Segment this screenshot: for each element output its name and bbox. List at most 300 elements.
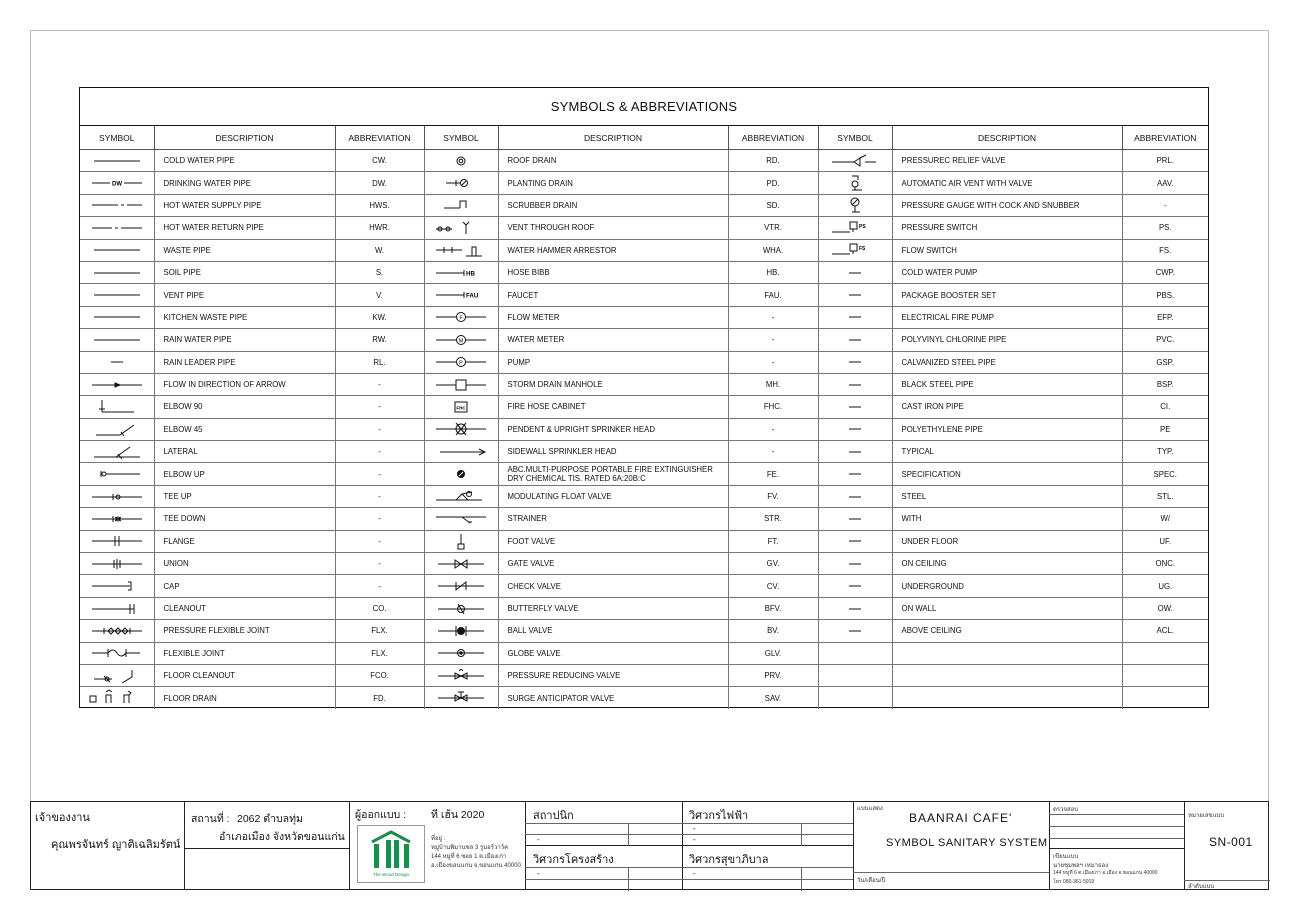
legend-abbreviation: RW. — [335, 329, 424, 351]
line-symbol-icon — [82, 286, 152, 304]
legend-description: ON CEILING — [892, 553, 1122, 575]
legend-description: KITCHEN WASTE PIPE — [154, 306, 335, 328]
short-symbol-icon — [820, 555, 890, 573]
legend-symbol — [424, 553, 498, 575]
prv-symbol-icon — [426, 667, 496, 685]
svg-text:F: F — [459, 315, 463, 322]
legend-header-row — [80, 126, 1208, 150]
header-description: DESCRIPTION — [498, 126, 728, 150]
short-symbol-icon — [820, 577, 890, 595]
sheet-number: SN-001 — [1209, 835, 1253, 849]
checker-label: ตรวจสอบ — [1053, 807, 1079, 813]
legend-abbreviation: AAV. — [1122, 172, 1208, 194]
legend-description: GATE VALVE — [498, 553, 728, 575]
legend-symbol — [424, 441, 498, 463]
legend-symbol — [818, 306, 892, 328]
legend-row — [80, 485, 1208, 507]
legend-abbreviation: ONC. — [1122, 553, 1208, 575]
legend-symbol — [80, 150, 154, 172]
legend-description: ELECTRICAL FIRE PUMP — [892, 306, 1122, 328]
legend-row — [80, 620, 1208, 642]
legend-abbreviation: FLX. — [335, 642, 424, 664]
legend-abbreviation: - — [335, 373, 424, 395]
legend-abbreviation: - — [728, 441, 818, 463]
location-line1: 2062 ตำบลทุ่ม — [237, 813, 303, 825]
address-label: ที่อยู่ : — [431, 836, 446, 842]
line-symbol-icon — [82, 331, 152, 349]
legend-abbreviation: - — [335, 418, 424, 440]
address-line3: อ.เมืองขอนแก่น จ.ขอนแก่น 40000 — [431, 863, 521, 869]
legend-description: UNION — [154, 553, 335, 575]
legend-abbreviation: KW. — [335, 306, 424, 328]
legend-symbol — [80, 194, 154, 216]
legend-symbol — [80, 284, 154, 306]
legend-description: CHECK VALVE — [498, 575, 728, 597]
legend-abbreviation — [1122, 642, 1208, 664]
extinguisher-symbol-icon — [426, 465, 496, 483]
legend-abbreviation: CO. — [335, 597, 424, 619]
legend-description: WITH — [892, 508, 1122, 530]
line-symbol-icon — [82, 241, 152, 259]
arrow-end-symbol-icon — [426, 443, 496, 461]
legend-description: HOT WATER SUPPLY PIPE — [154, 194, 335, 216]
legend-abbreviation: RL. — [335, 351, 424, 373]
legend-row — [80, 664, 1208, 686]
svg-text:M: M — [458, 338, 464, 345]
legend-row — [80, 172, 1208, 194]
legend-row — [80, 597, 1208, 619]
legend-abbreviation: - — [728, 351, 818, 373]
legend-description: FIRE HOSE CABINET — [498, 396, 728, 418]
legend-symbol — [818, 261, 892, 283]
drafter-name: นายชุมพลฯ เหมาธอง — [1053, 863, 1109, 869]
legend-description: VENT THROUGH ROOF — [498, 217, 728, 239]
svg-text:FS: FS — [859, 246, 866, 253]
legend-row — [80, 239, 1208, 261]
legend-description: SPECIFICATION — [892, 463, 1122, 485]
symbols-legend — [79, 87, 1209, 708]
legend-description: ABC.MULTI-PURPOSE PORTABLE FIRE EXTINGUISHER DRY CHEMICAL TIS. RATED 6A:20B:C — [498, 463, 728, 485]
legend-description: DRINKING WATER PIPE — [154, 172, 335, 194]
legend-symbol — [818, 217, 892, 239]
legend-abbreviation: PD. — [728, 172, 818, 194]
legend-abbreviation: CWP. — [1122, 261, 1208, 283]
line-end-label-symbol-icon — [426, 264, 496, 282]
vent-roof-symbol-icon — [426, 219, 496, 237]
svg-text:FHC: FHC — [456, 405, 466, 411]
air-vent-symbol-icon — [820, 174, 890, 192]
legend-abbreviation: FHC. — [728, 396, 818, 418]
short-symbol-icon — [820, 532, 890, 550]
svg-text:PS: PS — [859, 223, 866, 230]
legend-symbol — [80, 261, 154, 283]
legend-symbol — [80, 329, 154, 351]
legend-abbreviation: FD. — [335, 687, 424, 709]
architect-label: สถาปนิก — [533, 810, 574, 822]
line-square-symbol-icon — [426, 376, 496, 394]
legend-symbol — [80, 687, 154, 709]
sprinkler-symbol-icon — [426, 420, 496, 438]
legend-abbreviation: PRV. — [728, 664, 818, 686]
legend-description: POLYVINYL CHLORINE PIPE — [892, 329, 1122, 351]
legend-description: UNDER FLOOR — [892, 530, 1122, 552]
legend-symbol — [818, 284, 892, 306]
legend-symbol — [818, 418, 892, 440]
legend-symbol — [80, 553, 154, 575]
roof-drain-symbol-icon — [426, 152, 496, 170]
drafter-address: 144 หมู่ที่ 6 ต.เมืองเก่า อ.เมือง จ.ขอนแก่น 40000 — [1053, 870, 1158, 876]
legend-description: ELBOW UP — [154, 463, 335, 485]
fhc-symbol-icon — [426, 398, 496, 416]
legend-description: COLD WATER PUMP — [892, 261, 1122, 283]
check-symbol-icon — [426, 577, 496, 595]
legend-symbol — [424, 418, 498, 440]
legend-row — [80, 150, 1208, 172]
designer-value: ที เฮ้น 2020 — [431, 809, 485, 821]
legend-abbreviation: GLV. — [728, 642, 818, 664]
legend-abbreviation — [1122, 664, 1208, 686]
legend-description: RAIN WATER PIPE — [154, 329, 335, 351]
legend-description — [892, 687, 1122, 709]
legend-abbreviation: PRL. — [1122, 150, 1208, 172]
pflex-symbol-icon — [82, 622, 152, 640]
legend-abbreviation: TYP. — [1122, 441, 1208, 463]
legend-abbreviation: PBS. — [1122, 284, 1208, 306]
legend-abbreviation: DW. — [335, 172, 424, 194]
legend-row — [80, 642, 1208, 664]
legend-symbol — [818, 642, 892, 664]
legend-symbol — [424, 463, 498, 485]
legend-title: SYMBOLS & ABBREVIATIONS — [80, 88, 1208, 126]
legend-symbol — [424, 396, 498, 418]
legend-symbol — [424, 172, 498, 194]
legend-abbreviation: RD. — [728, 150, 818, 172]
legend-abbreviation: CV. — [728, 575, 818, 597]
legend-description: FLANGE — [154, 530, 335, 552]
short-symbol-icon — [820, 420, 890, 438]
legend-description: ROOF DRAIN — [498, 150, 728, 172]
legend-abbreviation: VTR. — [728, 217, 818, 239]
location-label: สถานที่ : — [191, 813, 230, 825]
legend-symbol — [80, 396, 154, 418]
legend-description: FLOOR DRAIN — [154, 687, 335, 709]
svg-text:HB: HB — [466, 270, 475, 278]
legend-symbol — [424, 329, 498, 351]
legend-symbol — [80, 664, 154, 686]
floor-cleanout-symbol-icon — [82, 667, 152, 685]
line-circle-symbol-icon — [426, 308, 496, 326]
legend-abbreviation: GV. — [728, 553, 818, 575]
legend-description: STEEL — [892, 485, 1122, 507]
legend-symbol — [818, 597, 892, 619]
legend-row — [80, 463, 1208, 485]
legend-row — [80, 261, 1208, 283]
address-line1: หมู่บ้านพิมานชล 3 รูมอร์วาว์ค — [431, 845, 509, 851]
legend-abbreviation: HWS. — [335, 194, 424, 216]
line-symbol-icon — [82, 308, 152, 326]
legend-description: WASTE PIPE — [154, 239, 335, 261]
legend-description: BUTTERFLY VALVE — [498, 597, 728, 619]
short-symbol-icon — [820, 465, 890, 483]
svg-text:DW: DW — [111, 181, 122, 188]
legend-description: ABOVE CEILING — [892, 620, 1122, 642]
legend-description: UNDERGROUND — [892, 575, 1122, 597]
legend-row — [80, 553, 1208, 575]
header-description: DESCRIPTION — [892, 126, 1122, 150]
legend-abbreviation: FT. — [728, 530, 818, 552]
legend-symbol — [80, 597, 154, 619]
svg-text:FAU: FAU — [466, 292, 479, 300]
none-symbol-icon — [820, 689, 890, 707]
legend-abbreviation: MH. — [728, 373, 818, 395]
legend-symbol — [818, 575, 892, 597]
sanitary-dash: - — [693, 869, 696, 878]
legend-symbol — [80, 463, 154, 485]
legend-symbol — [80, 620, 154, 642]
electrical-dash: - — [693, 824, 696, 833]
tiny-symbol-icon — [82, 353, 152, 371]
short-symbol-icon — [820, 488, 890, 506]
legend-symbol — [424, 664, 498, 686]
legend-symbol — [80, 642, 154, 664]
legend-description: SIDEWALL SPRINKLER HEAD — [498, 441, 728, 463]
legend-abbreviation: STL. — [1122, 485, 1208, 507]
line-circle-symbol-icon — [426, 353, 496, 371]
legend-symbol — [424, 642, 498, 664]
legend-abbreviation: OW. — [1122, 597, 1208, 619]
legend-description: PRESSURE FLEXIBLE JOINT — [154, 620, 335, 642]
legend-symbol — [80, 217, 154, 239]
line-symbol-icon — [82, 264, 152, 282]
location-line2: อำเภอเมือง จังหวัดขอนแก่น — [219, 831, 345, 843]
legend-description: HOT WATER RETURN PIPE — [154, 217, 335, 239]
lateral-symbol-icon — [82, 443, 152, 461]
dash-long-symbol-icon — [82, 219, 152, 237]
short-symbol-icon — [820, 398, 890, 416]
header-symbol: SYMBOL — [424, 126, 498, 150]
legend-abbreviation: - — [335, 553, 424, 575]
switch-symbol-icon — [820, 219, 890, 237]
legend-symbol — [80, 508, 154, 530]
legend-abbreviation: SPEC. — [1122, 463, 1208, 485]
legend-symbol — [818, 329, 892, 351]
legend-description: ELBOW 90 — [154, 396, 335, 418]
legend-symbol — [424, 597, 498, 619]
company-logo — [357, 825, 425, 883]
legend-abbreviation: - — [728, 418, 818, 440]
cap-symbol-icon — [82, 577, 152, 595]
legend-description: STORM DRAIN MANHOLE — [498, 373, 728, 395]
title-block — [30, 801, 1269, 890]
legend-abbreviation: CW. — [335, 150, 424, 172]
legend-symbol — [818, 172, 892, 194]
legend-description: CLEANOUT — [154, 597, 335, 619]
legend-symbol — [818, 620, 892, 642]
line-circle-symbol-icon — [426, 331, 496, 349]
legend-row — [80, 217, 1208, 239]
legend-abbreviation: S. — [335, 261, 424, 283]
structural-dash: - — [537, 869, 540, 878]
legend-abbreviation: FAU. — [728, 284, 818, 306]
short-symbol-icon — [820, 622, 890, 640]
none-symbol-icon — [820, 644, 890, 662]
sheet-title: SYMBOL SANITARY SYSTEM — [886, 837, 1048, 849]
legend-symbol — [818, 485, 892, 507]
legend-description: WATER METER — [498, 329, 728, 351]
legend-symbol — [818, 396, 892, 418]
legend-body — [80, 150, 1208, 709]
legend-symbol — [80, 351, 154, 373]
legend-abbreviation: WHA. — [728, 239, 818, 261]
sheet-no-label: หมายเลขแบบ — [1188, 813, 1225, 819]
legend-description: PRESSURE GAUGE WITH COCK AND SNUBBER — [892, 194, 1122, 216]
legend-abbreviation: PE — [1122, 418, 1208, 440]
legend-symbol — [424, 217, 498, 239]
header-abbreviation: ABBREVIATION — [335, 126, 424, 150]
legend-description: SCRUBBER DRAIN — [498, 194, 728, 216]
legend-abbreviation: UG. — [1122, 575, 1208, 597]
short-symbol-icon — [820, 600, 890, 618]
legend-abbreviation: BFV. — [728, 597, 818, 619]
legend-abbreviation: W. — [335, 239, 424, 261]
legend-abbreviation: SD. — [728, 194, 818, 216]
sheet-count-label: ลำดับแบบ — [1188, 884, 1215, 890]
legend-symbol — [424, 687, 498, 709]
legend-symbol — [818, 351, 892, 373]
flex-symbol-icon — [82, 644, 152, 662]
line-end-label-symbol-icon — [426, 286, 496, 304]
relief-valve-symbol-icon — [820, 152, 890, 170]
legend-description: TYPICAL — [892, 441, 1122, 463]
legend-abbreviation: PVC. — [1122, 329, 1208, 351]
designer-label: ผู้ออกแบบ : — [355, 809, 407, 821]
legend-row — [80, 396, 1208, 418]
legend-description: VENT PIPE — [154, 284, 335, 306]
drafter-tel: โทร 080-361-5919 — [1053, 879, 1095, 885]
legend-symbol — [424, 194, 498, 216]
legend-abbreviation: PS. — [1122, 217, 1208, 239]
legend-row — [80, 441, 1208, 463]
legend-description: CAST IRON PIPE — [892, 396, 1122, 418]
elbow90-symbol-icon — [82, 398, 152, 416]
short-symbol-icon — [820, 264, 890, 282]
owner-name: คุณพรจันทร์ ญาติเฉลิมรัตน์ — [51, 839, 181, 851]
sav-symbol-icon — [426, 689, 496, 707]
legend-description: FLEXIBLE JOINT — [154, 642, 335, 664]
legend-description: BLACK STEEL PIPE — [892, 373, 1122, 395]
legend-description: FLOW SWITCH — [892, 239, 1122, 261]
short-symbol-icon — [820, 286, 890, 304]
legend-description: SOIL PIPE — [154, 261, 335, 283]
gauge-symbol-icon — [820, 196, 890, 214]
legend-table — [80, 126, 1208, 709]
legend-abbreviation: V. — [335, 284, 424, 306]
svg-text:P: P — [459, 360, 463, 367]
header-description: DESCRIPTION — [154, 126, 335, 150]
legend-symbol — [424, 373, 498, 395]
legend-row — [80, 687, 1208, 709]
legend-description — [892, 664, 1122, 686]
legend-symbol — [424, 575, 498, 597]
legend-abbreviation: GSP. — [1122, 351, 1208, 373]
legend-abbreviation: BSP. — [1122, 373, 1208, 395]
sanitary-label: วิศวกรสุขาภิบาล — [689, 854, 769, 866]
legend-description: PUMP — [498, 351, 728, 373]
legend-description: FLOOR CLEANOUT — [154, 664, 335, 686]
legend-description: RAIN LEADER PIPE — [154, 351, 335, 373]
line-symbol-icon — [82, 152, 152, 170]
tee-up-symbol-icon — [82, 488, 152, 506]
legend-abbreviation: - — [335, 508, 424, 530]
logo-text: The Wood Design — [373, 872, 409, 877]
legend-description: WATER HAMMER ARRESTOR — [498, 239, 728, 261]
legend-symbol — [80, 172, 154, 194]
legend-abbreviation: ACL. — [1122, 620, 1208, 642]
legend-description: STRAINER — [498, 508, 728, 530]
short-symbol-icon — [820, 353, 890, 371]
legend-abbreviation: - — [335, 396, 424, 418]
legend-description: SURGE ANTICIPATOR VALVE — [498, 687, 728, 709]
legend-description: BALL VALVE — [498, 620, 728, 642]
dash-short-symbol-icon — [82, 196, 152, 214]
legend-abbreviation: CI. — [1122, 396, 1208, 418]
header-abbreviation: ABBREVIATION — [728, 126, 818, 150]
elbow45-symbol-icon — [82, 420, 152, 438]
legend-abbreviation: - — [335, 441, 424, 463]
short-symbol-icon — [820, 308, 890, 326]
legend-abbreviation: - — [728, 329, 818, 351]
strainer-symbol-icon — [426, 510, 496, 528]
legend-symbol — [424, 485, 498, 507]
legend-symbol — [80, 441, 154, 463]
legend-symbol — [80, 306, 154, 328]
owner-label: เจ้าของงาน — [35, 812, 90, 824]
short-symbol-icon — [820, 331, 890, 349]
legend-description: TEE UP — [154, 485, 335, 507]
legend-symbol — [424, 239, 498, 261]
legend-symbol — [80, 418, 154, 440]
arrow-mid-symbol-icon — [82, 376, 152, 394]
foot-symbol-icon — [426, 532, 496, 550]
globe-symbol-icon — [426, 644, 496, 662]
date-label: วัน/เดือน/ปี — [857, 878, 886, 884]
legend-row — [80, 530, 1208, 552]
legend-abbreviation: FLX. — [335, 620, 424, 642]
legend-description: LATERAL — [154, 441, 335, 463]
legend-description: FLOW METER — [498, 306, 728, 328]
header-symbol: SYMBOL — [80, 126, 154, 150]
legend-row — [80, 373, 1208, 395]
legend-abbreviation: - — [335, 575, 424, 597]
legend-abbreviation: HWR. — [335, 217, 424, 239]
legend-symbol — [818, 194, 892, 216]
legend-abbreviation — [1122, 687, 1208, 709]
legend-symbol — [424, 530, 498, 552]
tee-down-symbol-icon — [82, 510, 152, 528]
line-dw-symbol-icon — [82, 174, 152, 192]
legend-abbreviation: EFP. — [1122, 306, 1208, 328]
legend-symbol — [424, 351, 498, 373]
legend-description: POLYETHYLENE PIPE — [892, 418, 1122, 440]
legend-abbreviation: - — [335, 530, 424, 552]
structural-label: วิศวกรโครงสร้าง — [533, 854, 614, 866]
cleanout-symbol-icon — [82, 600, 152, 618]
legend-row — [80, 418, 1208, 440]
legend-abbreviation: - — [335, 485, 424, 507]
legend-row — [80, 351, 1208, 373]
legend-symbol — [80, 373, 154, 395]
legend-symbol — [818, 239, 892, 261]
